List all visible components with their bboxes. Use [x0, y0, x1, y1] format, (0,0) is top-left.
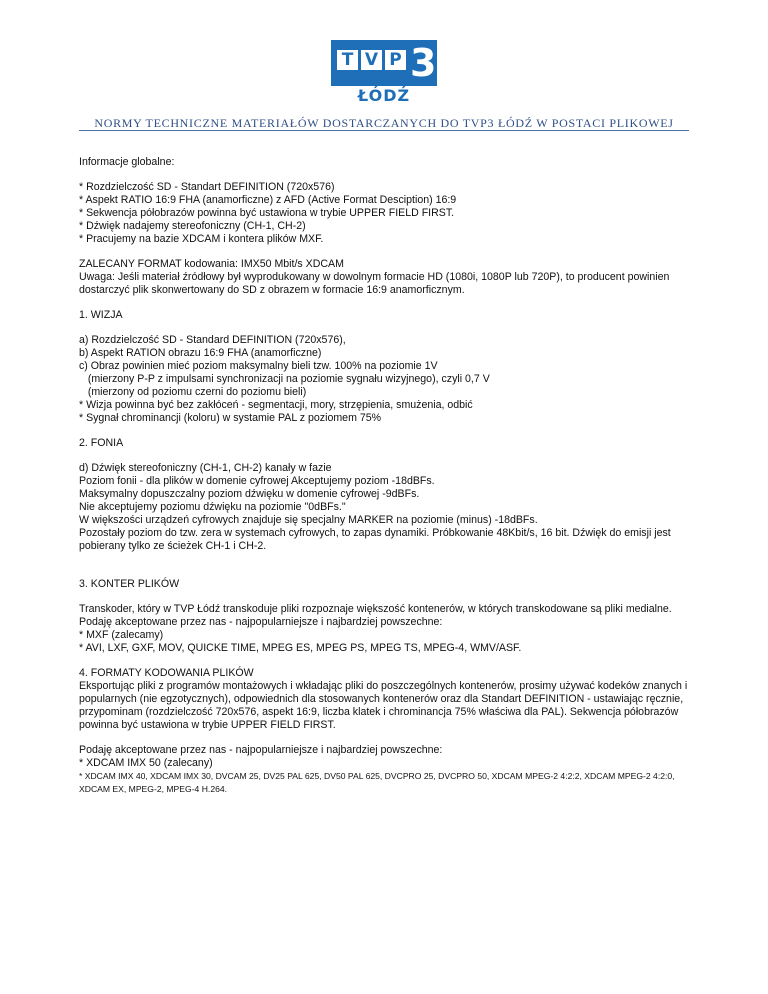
list-item: W większości urządzeń cyfrowych znajduje się specjalny MARKER na poziomie (minus) -18dBFs.: [79, 514, 538, 526]
codecs-intro: Podaję akceptowane przez nas - najpopularniejsze i najbardziej powszechne:: [79, 744, 443, 756]
list-item: b) Aspekt RATION obrazu 16:9 FHA (anamorficzne): [79, 347, 322, 359]
global-section: [79, 156, 689, 169]
document-body: [79, 156, 689, 808]
list-item: * Pracujemy na bazie XDCAM i kontera plików MXF.: [79, 233, 324, 245]
list-item: * XDCAM IMX 40, XDCAM IMX 30, DVCAM 25, DV25 PAL 625, DV50 PAL 625, DVCPRO 25, DVCPRO 50, XDCAM MPEG-2 4:2:2, XDCAM MPEG-2 4:2:0, XDCAM EX, MPEG-2, MPEG-4 H.264.: [79, 771, 675, 794]
list-item: c) Obraz powinien mieć poziom maksymalny bieli tzw. 100% na poziomie 1V: [79, 360, 438, 372]
list-item: * MXF (zalecamy): [79, 629, 164, 641]
global-list: [79, 181, 689, 246]
list-item: Nie akceptujemy poziomu dźwięku na poziomie "0dBFs.": [79, 501, 346, 513]
list-item: * Rozdzielczość SD - Standart DEFINITION (720x576): [79, 181, 335, 193]
list-item: d) Dźwięk stereofoniczny (CH-1, CH-2) kanały w fazie: [79, 462, 332, 474]
section-title: 1. WIZJA: [79, 309, 123, 321]
wizja-title: [79, 309, 689, 322]
list-item: * Dźwięk nadajemy stereofoniczny (CH-1, CH-2): [79, 220, 306, 232]
list-item: * Aspekt RATIO 16:9 FHA (anamorficzne) z AFD (Active Format Desciption) 16:9: [79, 194, 457, 206]
logo-letter-t: T: [337, 50, 358, 70]
list-item: Pozostały poziom do tzw. zera w systemach cyfrowych, to zapas dynamiki. Próbkowanie 48Kbit/s, 16 bit. Dźwięk do emisji jest pobierany tylko ze ścieżek CH-1 i CH-2.: [79, 527, 671, 552]
codecs-section: [79, 744, 689, 796]
recommended-format: ZALECANY FORMAT kodowania: IMX50 Mbit/s XDCAM: [79, 258, 344, 270]
logo-number: 3: [410, 41, 437, 85]
logo-letter-p: P: [385, 50, 406, 70]
list-item: Maksymalny dopuszczalny poziom dźwięku w domenie cyfrowej -9dBFs.: [79, 488, 420, 500]
formaty-text: Eksportując pliki z programów montażowych i wkładając pliki do poszczególnych kontenerów, prosimy używać kodeków znanych i popularnych (nie egzotycznych), odpowiednich dla stosowanych kontenerów oraz dla Standart DEFINITION - ustawiając ręcznie, przypominam (rozdzielczość 720x576, aspekt 16:9, liczba klatek i chrominancja 75% właściwa dla PAL). Sekwencja półobrazów powinna być ustawiona w trybie UPPER FIELD FIRST.: [79, 680, 688, 731]
logo-letter-v: V: [361, 50, 382, 70]
formaty-section: [79, 667, 689, 732]
wizja-list: [79, 334, 689, 425]
format-section: [79, 258, 689, 297]
list-item: * Sekwencja półobrazów powinna być ustawiona w trybie UPPER FIELD FIRST.: [79, 207, 455, 219]
fonia-title: [79, 437, 689, 450]
list-item: * Sygnał chrominancji (koloru) w systamie PAL z poziomem 75%: [79, 412, 382, 424]
konter-intro: Transkoder, który w TVP Łódź transkoduje pliki rozpoznaje większość kontenerów, w których transkodowane są pliki medialne. Podaję akceptowane przez nas - najpopularniejsze i najbardziej powszechne:: [79, 603, 672, 628]
konter-title: [79, 578, 689, 591]
list-item: * XDCAM IMX 50 (zalecany): [79, 757, 213, 769]
section-title: 4. FORMATY KODOWANIA PLIKÓW: [79, 667, 254, 679]
list-item: a) Rozdzielczość SD - Standard DEFINITION (720x576),: [79, 334, 346, 346]
tvp3-logo: [331, 40, 437, 86]
section-title: 2. FONIA: [79, 437, 124, 449]
konter-body: [79, 603, 689, 655]
logo-city: ŁÓDŹ: [357, 86, 411, 105]
list-item: * Wizja powinna być bez zakłóceń - segmentacji, mory, strzępienia, smużenia, odbić: [79, 399, 473, 411]
fonia-list: [79, 462, 689, 553]
heading-rule: [79, 130, 689, 131]
list-item: Poziom fonii - dla plików w domenie cyfrowej Akceptujemy poziom -18dBFs.: [79, 475, 435, 487]
section-title: 3. KONTER PLIKÓW: [79, 578, 180, 590]
document-heading: NORMY TECHNICZNE MATERIAŁÓW DOSTARCZANYCH DO TVP3 ŁÓDŹ W POSTACI PLIKOWEJ: [94, 116, 674, 130]
list-item: (mierzony od poziomu czerni do poziomu bieli): [79, 386, 307, 398]
list-item: * AVI, LXF, GXF, MOV, QUICKE TIME, MPEG ES, MPEG PS, MPEG TS, MPEG-4, WMV/ASF.: [79, 642, 522, 654]
list-item: (mierzony P-P z impulsami synchronizacji na poziomie sygnału wizyjnego), czyli 0,7 V: [79, 373, 490, 385]
hd-note: Uwaga: Jeśli materiał źródłowy był wyprodukowany w dowolnym formacie HD (1080i, 1080P lub 720P), to producent powinien dostarczyć plik skonwertowany do SD z obrazem w formacie 16:9 anamorficznym.: [79, 271, 670, 296]
global-title: Informacje globalne:: [79, 156, 175, 168]
